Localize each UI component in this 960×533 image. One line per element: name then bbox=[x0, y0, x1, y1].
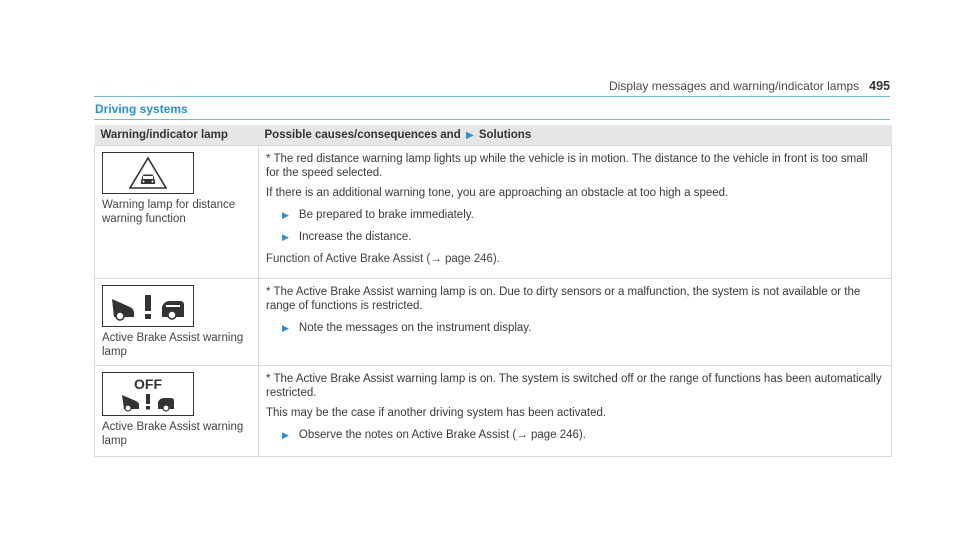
step-arrow-icon: ▶ bbox=[282, 323, 289, 333]
lamp-cell bbox=[95, 366, 259, 457]
solution-arrow-icon: ▶ bbox=[465, 130, 474, 141]
cause-cell bbox=[259, 279, 892, 366]
table-row bbox=[95, 279, 892, 366]
running-header bbox=[609, 79, 890, 93]
lamp-cell bbox=[95, 146, 259, 279]
cause-text: * The red distance warning lamp lights up while the vehicle is in motion. The distance to the vehicle in front is too small for the speed selected. bbox=[266, 153, 868, 179]
section-title: Driving systems bbox=[95, 102, 188, 116]
cause-cell bbox=[259, 366, 892, 457]
solution-step bbox=[282, 321, 884, 335]
note-text: If there is an additional warning tone, you are approaching an obstacle at too high a speed. bbox=[266, 187, 729, 199]
cross-reference-link[interactable]: Function of Active Brake Assist (→ page 246). bbox=[266, 253, 500, 265]
active-brake-assist-warning-icon bbox=[102, 285, 194, 327]
solution-step bbox=[282, 230, 884, 244]
cause-text: * The Active Brake Assist warning lamp is on. Due to dirty sensors or a malfunction, the system is not available or the range of functions is restricted. bbox=[266, 286, 861, 312]
section-rule bbox=[94, 119, 890, 120]
lamp-name: Warning lamp for distance warning function bbox=[102, 199, 236, 225]
cause-cell bbox=[259, 146, 892, 279]
step-arrow-icon: ▶ bbox=[282, 210, 289, 220]
chapter-title: Display messages and warning/indicator lamps bbox=[609, 79, 860, 93]
off-label: OFF bbox=[134, 376, 162, 392]
step-text[interactable]: Observe the notes on Active Brake Assist (→ page 246). bbox=[298, 429, 586, 441]
step-text: Be prepared to brake immediately. bbox=[298, 209, 474, 221]
col-header-lamp: Warning/indicator lamp bbox=[95, 125, 259, 146]
table-header-row bbox=[95, 125, 892, 146]
lamp-name: Active Brake Assist warning lamp bbox=[102, 421, 244, 447]
step-text: Increase the distance. bbox=[298, 231, 412, 243]
note-text: This may be the case if another driving system has been activated. bbox=[266, 407, 607, 419]
table-row bbox=[95, 146, 892, 279]
active-brake-assist-off-icon bbox=[102, 372, 194, 416]
page-number: 495 bbox=[869, 79, 890, 93]
step-arrow-icon: ▶ bbox=[282, 430, 289, 440]
lamp-cell bbox=[95, 279, 259, 366]
step-arrow-icon: ▶ bbox=[282, 232, 289, 242]
warning-lamp-table bbox=[94, 125, 892, 457]
col-header-solutions-text: Solutions bbox=[478, 129, 532, 141]
step-text: Note the messages on the instrument display. bbox=[298, 322, 532, 334]
col-header-causes bbox=[259, 125, 892, 146]
col-header-causes-text: Possible causes/consequences and bbox=[264, 129, 461, 141]
solution-step bbox=[282, 428, 884, 442]
cause-text: * The Active Brake Assist warning lamp is on. The system is switched off or the range of functions has been automatically restricted. bbox=[266, 373, 882, 399]
table-row bbox=[95, 366, 892, 457]
header-rule bbox=[94, 96, 890, 97]
distance-warning-lamp-icon bbox=[102, 152, 194, 194]
solution-step bbox=[282, 208, 884, 222]
lamp-name: Active Brake Assist warning lamp bbox=[102, 332, 244, 358]
